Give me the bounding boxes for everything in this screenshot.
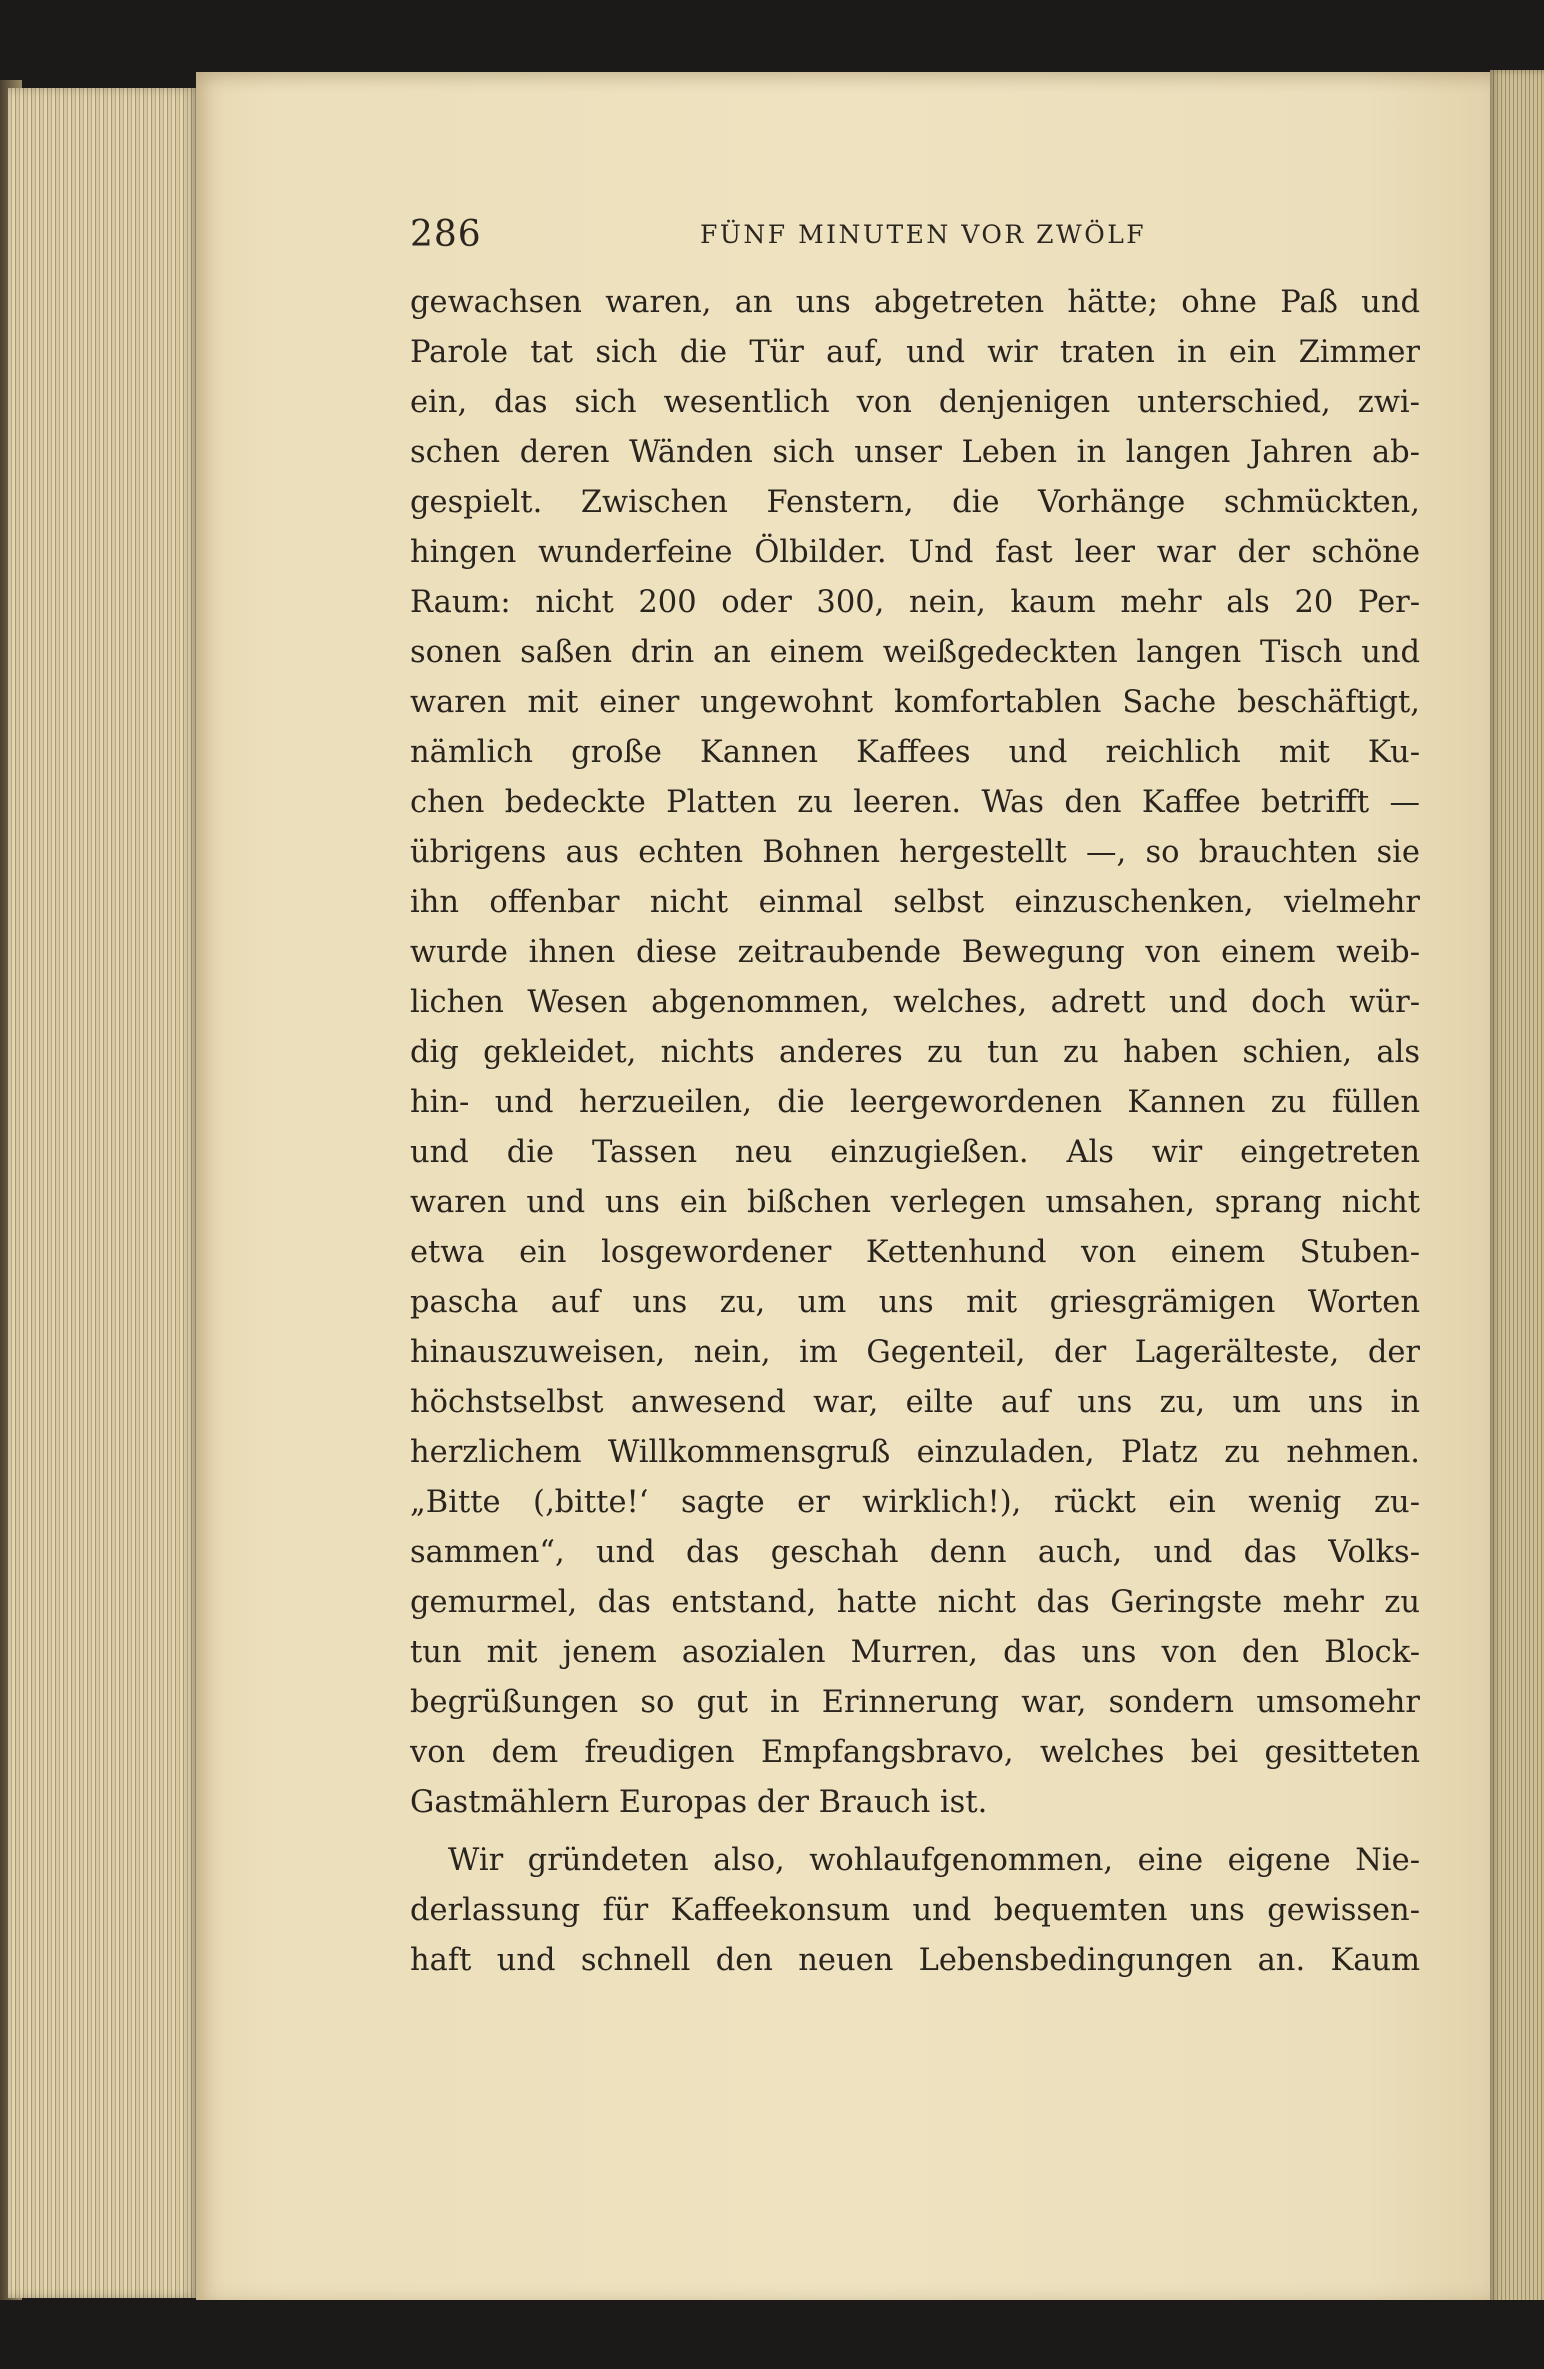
text-line: ein, das sich wesentlich von denjenigen unterschied, zwi- (410, 385, 1420, 420)
text-line: haft und schnell den neuen Lebensbedingungen an. Kaum (410, 1943, 1420, 1978)
scan-background (0, 2300, 1544, 2369)
text-line: und die Tassen neu einzugießen. Als wir eingetreten (410, 1135, 1420, 1170)
text-line-paragraph-end: Gastmählern Europas der Brauch ist. (410, 1785, 988, 1820)
text-line-paragraph-start: Wir gründeten also, wohlaufgenommen, eine eigene Nie- (448, 1843, 1420, 1878)
text-line: ihn offenbar nicht einmal selbst einzuschenken, vielmehr (410, 885, 1420, 920)
text-line: sammen“, und das geschah denn auch, und das Volks- (410, 1535, 1420, 1570)
text-line: nämlich große Kannen Kaffees und reichlich mit Ku- (410, 735, 1420, 770)
text-line: etwa ein losgewordener Kettenhund von einem Stuben- (410, 1235, 1420, 1270)
text-line: gemurmel, das entstand, hatte nicht das Geringste mehr zu (410, 1585, 1420, 1620)
page-edge-stack-left (8, 88, 198, 2298)
text-line: übrigens aus echten Bohnen hergestellt —, so brauchten sie (410, 835, 1420, 870)
text-line: Raum: nicht 200 oder 300, nein, kaum mehr als 20 Per- (410, 585, 1420, 620)
text-line: sonen saßen drin an einem weißgedeckten langen Tisch und (410, 635, 1420, 670)
text-line: höchstselbst anwesend war, eilte auf uns zu, um uns in (410, 1385, 1420, 1420)
text-line: hinauszuweisen, nein, im Gegenteil, der Lagerälteste, der (410, 1335, 1420, 1370)
text-line: herzlichem Willkommensgruß einzuladen, Platz zu nehmen. (410, 1435, 1420, 1470)
text-line: pascha auf uns zu, um uns mit griesgrämigen Worten (410, 1285, 1420, 1320)
text-line: wurde ihnen diese zeitraubende Bewegung von einem weib- (410, 935, 1420, 970)
text-line: waren und uns ein bißchen verlegen umsahen, sprang nicht (410, 1185, 1420, 1220)
page-edge-stack-right (1490, 70, 1544, 2310)
text-line: hingen wunderfeine Ölbilder. Und fast leer war der schöne (410, 535, 1420, 570)
text-line: von dem freudigen Empfangsbravo, welches bei gesitteten (410, 1735, 1420, 1770)
text-line: gewachsen waren, an uns abgetreten hätte; ohne Paß und (410, 285, 1420, 320)
text-line: Parole tat sich die Tür auf, und wir traten in ein Zimmer (410, 335, 1420, 370)
text-line: lichen Wesen abgenommen, welches, adrett und doch wür- (410, 985, 1420, 1020)
text-line: hin- und herzueilen, die leergewordenen Kannen zu füllen (410, 1085, 1420, 1120)
text-line: „Bitte (‚bitte!‘ sagte er wirklich!), rückt ein wenig zu- (410, 1485, 1420, 1520)
page-header (410, 212, 1420, 262)
text-line: begrüßungen so gut in Erinnerung war, sondern umsomehr (410, 1685, 1420, 1720)
text-line: gespielt. Zwischen Fenstern, die Vorhänge schmückten, (410, 485, 1420, 520)
text-line: derlassung für Kaffeekonsum und bequemten uns gewissen- (410, 1893, 1420, 1928)
body-text (410, 278, 1420, 1986)
running-head: FÜNF MINUTEN VOR ZWÖLF (700, 220, 1147, 249)
text-line: tun mit jenem asozialen Murren, das uns von den Block- (410, 1635, 1420, 1670)
text-line: dig gekleidet, nichts anderes zu tun zu haben schien, als (410, 1035, 1420, 1070)
text-line: schen deren Wänden sich unser Leben in langen Jahren ab- (410, 435, 1420, 470)
page-number: 286 (410, 214, 482, 255)
text-line: waren mit einer ungewohnt komfortablen Sache beschäftigt, (410, 685, 1420, 720)
text-line: chen bedeckte Platten zu leeren. Was den Kaffee betrifft — (410, 785, 1420, 820)
